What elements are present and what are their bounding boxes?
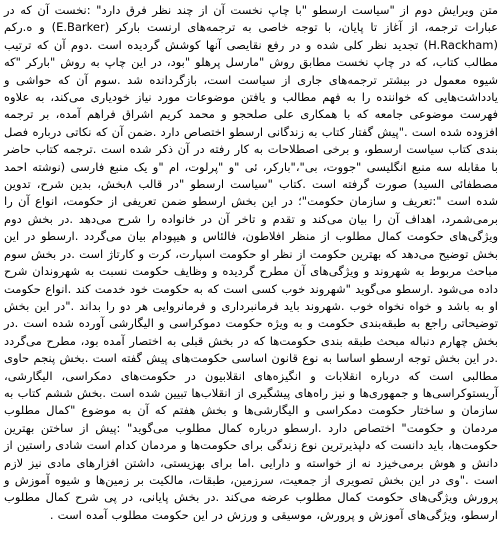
- body-paragraph: متن ویرایش دوم از "سیاست ارسطو "با چاپ نخست آن از چند نظر فرق دارد" :نخست آن که در عبارات ترجمه، از آغاز تا پایان، با توجه خاصی به ترجمه‌های ارنست بارکر (E.Barker) و ه.رکم (H.Rackham) تجدید نظر کلی شده و در رفع نقایصی آنها کوشش گردیده است .دوم آن که ترتیب مطالب کتاب، که در چاپ نخست مطابق روش "مارسل پرهلو "بود، در این چاپ به روش "بارکر "که شیوه معمول در بیشتر ترجمه‌های جاری از سیاست است، بازگردانده شد .سوم آن که حواشی و یادداشت‌هایی که خواننده را به فهم مطالب و یافتن موضوعات مورد نیاز خودیاری می‌کند، به علاوه فهرست موضوعی جامعه که با همکاری علی صلحجو و محمد کریم اشراق فراهم آمده، بر ترجمه افزوده شده است ."پیش گفتار کتاب به زندگانی ارسطو اختصاص دارد .ضمن آن که نکاتی درباره فصل بندی کتاب سیاست ارسطو، و برخی اصطلاحات به کار رفته در آن ذکر شده است .ترجمه کتاب حاضر با مقابله سه منبع انگلیسی "جووت، بی"،"بارکر، ئی "و "پرلوت، ام "و یک منبع فارسی (نوشته احمد مصطفائی السید) صورت گرفته است .کتاب "سیاست ارسطو "در قالب ۸بخش، بدین شرح، تدوین شده است ":تعریف و سازمان حکومت"؛ در این بخش ارسطو ضمن تعریفی از حکومت، انواع آن را برمی‌شمرد، اهداف آن را بیان می‌کند و تقدم و تاخر آن در خانواده را شرح می‌دهد .در بخش دوم ویژگی‌های حکومت کمال مطلوب از منظر افلاطون، فالئاس و هیپودام بیان می‌گردد .ارسطو در این بخش توضیح می‌دهد که بهترین حکومت از نظر او حکومت اسپارت، کرت و کارتاژ است .در بخش سوم مباحث مربوط به شهروند و ویژگی‌های آن مطرح گردیده و وظایف حکومت نسبت به شهروندان شرح داده می‌شود .ارسطو می‌گوید "شهروند خوب کسی است که به حکومت خود خدمت کند .انواع حکومت او به باشد و خواه نخواه خوب .شهروند باید فرمانبرداری و فرمانروایی هر دو را بداند ."در این بخش توضیحاتی راجع به طبقه‌بندی حکومت و به ویژه حکومت دموکراسی و الیگارشی آورده شده است .در بخش چهارم دنباله مبحث طبقه بندی حکومت‌ها که در بخش قبلی به اختصار آمده بود، مطرح می‌گردد .در این بخش توجه ارسطو اساسا به نوع قانون اساسی حکومت‌های پیش گفته است .بخش پنجم حاوی مطالبی است که درباره انقلابات و انگیزه‌های انقلابیون در حکومت‌های دمکراسی، الیگارشی، آریستوکراسی‌ها و جمهوری‌ها و نیز راه‌های پیشگیری از انقلاب‌ها تبیین شده است .بخش ششم کتاب به سازمان و ساختار حکومت دمکراسی و الیگارشی‌ها و بخش هفتم که آن به موضوع "کمال مطلوب مردمان و حکومت" اختصاص دارد .ارسطو درباره کمال مطلوب می‌گوید" :پیش از ساختن بهترین حکومت‌ها، باید دانست که دلپذیرترین نوع زندگی برای حکومت‌ها و مردمان کدام است شادی راستین از دانش و هوش برمی‌خیزد نه از خواسته و دارایی .اما برای بهزیستی، داشتن افزارهای مادی نیز لازم است ."وی در این بخش تصویری از جمعیت، سرزمین، طبقات، مالکیت بر زمین‌ها و شیوه آموزش و پرورش ویژگی‌های حکومت کمال مطلوب عرضه می‌کند .در بخش پایانی، در پی شرح کمال مطلوب ارسطو، ویژگی‌های آموزش و پرورش، موسیقی و ورزش در این حکومت مطلوب آمده است .: [4, 3, 498, 522]
